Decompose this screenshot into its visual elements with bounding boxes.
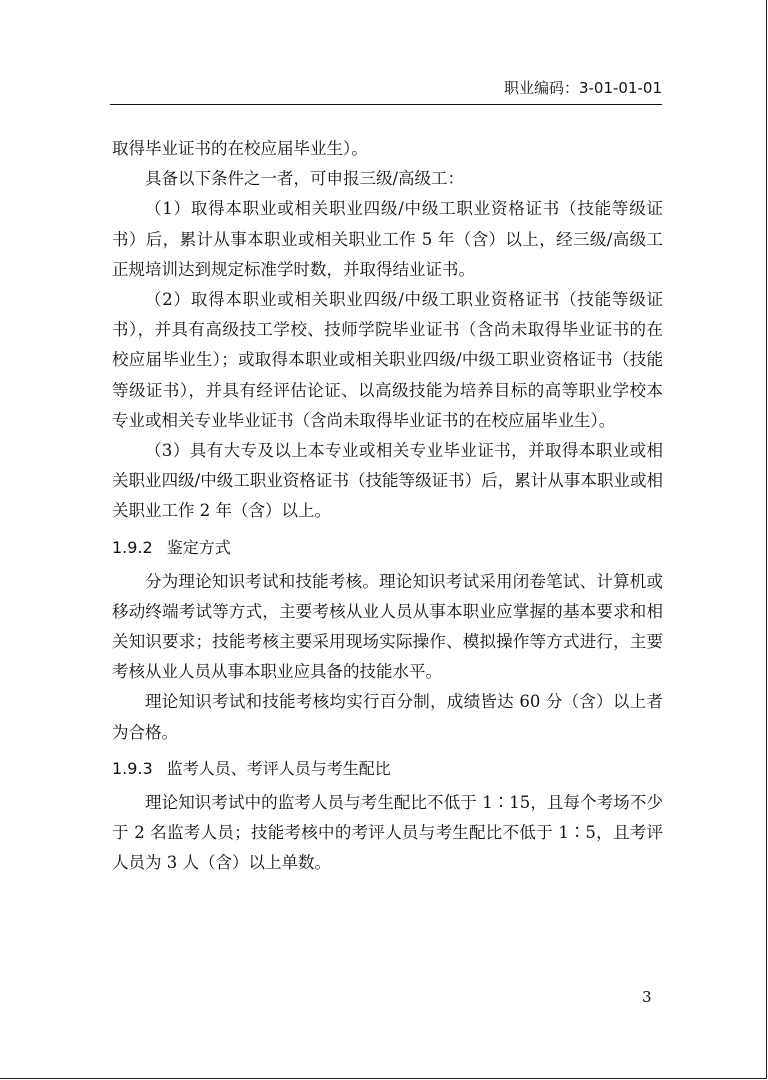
section-title: 鉴定方式: [166, 537, 231, 557]
occupation-code: 职业编码：3-01-01-01: [503, 79, 662, 97]
paragraph-examiner-ratio: 理论知识考试中的监考人员与考生配比不低于 1∶15，且每个考场不少于 2 名监考人员；技能考核中的考评人员与考生配比不低于 1∶5，且考评人员为 3 人（含）以上单数。: [112, 792, 663, 873]
document-body: [112, 134, 663, 878]
page-number: 3: [642, 988, 652, 1006]
section-number: 1.9.2: [112, 537, 153, 557]
paragraph-condition-2: （2）取得本职业或相关职业四级/中级工职业资格证书（技能等级证书），并具有高级技工学校、技师学院毕业证书（含尚未取得毕业证书的在校应届毕业生）；或取得本职业或相关职业四级/中级工职业资格证书（技能等级证书），并具有经评估论证、以高级技能为培养目标的高等职业学校本专业或相关专业毕业证书（含尚未取得毕业证书的在校应届毕业生）。: [112, 290, 663, 430]
header-rule: [110, 104, 662, 105]
paragraph-continuation: 取得毕业证书的在校应届毕业生）。: [112, 139, 368, 158]
section-heading-1-9-3: [112, 754, 663, 784]
paragraph-condition-1: （1）取得本职业或相关职业四级/中级工职业资格证书（技能等级证书）后，累计从事本职业或相关职业工作 5 年（含）以上，经三级/高级工正规培训达到规定标准学时数，并取得结业证书。: [112, 199, 663, 279]
paragraph-conditions-intro: 具备以下条件之一者，可申报三级/高级工：: [145, 169, 465, 189]
paragraph-assessment-method: 分为理论知识考试和技能考核。理论知识考试采用闭卷笔试、计算机或移动终端考试等方式，主要考核从业人员从事本职业应掌握的基本要求和相关知识要求；技能考核主要采用现场实际操作、模拟操作等方式进行，主要考核从业人员从事本职业应具备的技能水平。: [112, 571, 663, 682]
section-number: 1.9.3: [112, 758, 153, 778]
section-heading-1-9-2: [112, 533, 663, 563]
paragraph-scoring: 理论知识考试和技能考核均实行百分制，成绩皆达 60 分（含）以上者为合格。: [112, 692, 663, 742]
section-title: 监考人员、考评人员与考生配比: [166, 758, 391, 778]
paragraph-condition-3: （3）具有大专及以上本专业或相关专业毕业证书，并取得本职业或相关职业四级/中级工职业资格证书（技能等级证书）后，累计从事本职业或相关职业工作 2 年（含）以上。: [112, 441, 663, 521]
